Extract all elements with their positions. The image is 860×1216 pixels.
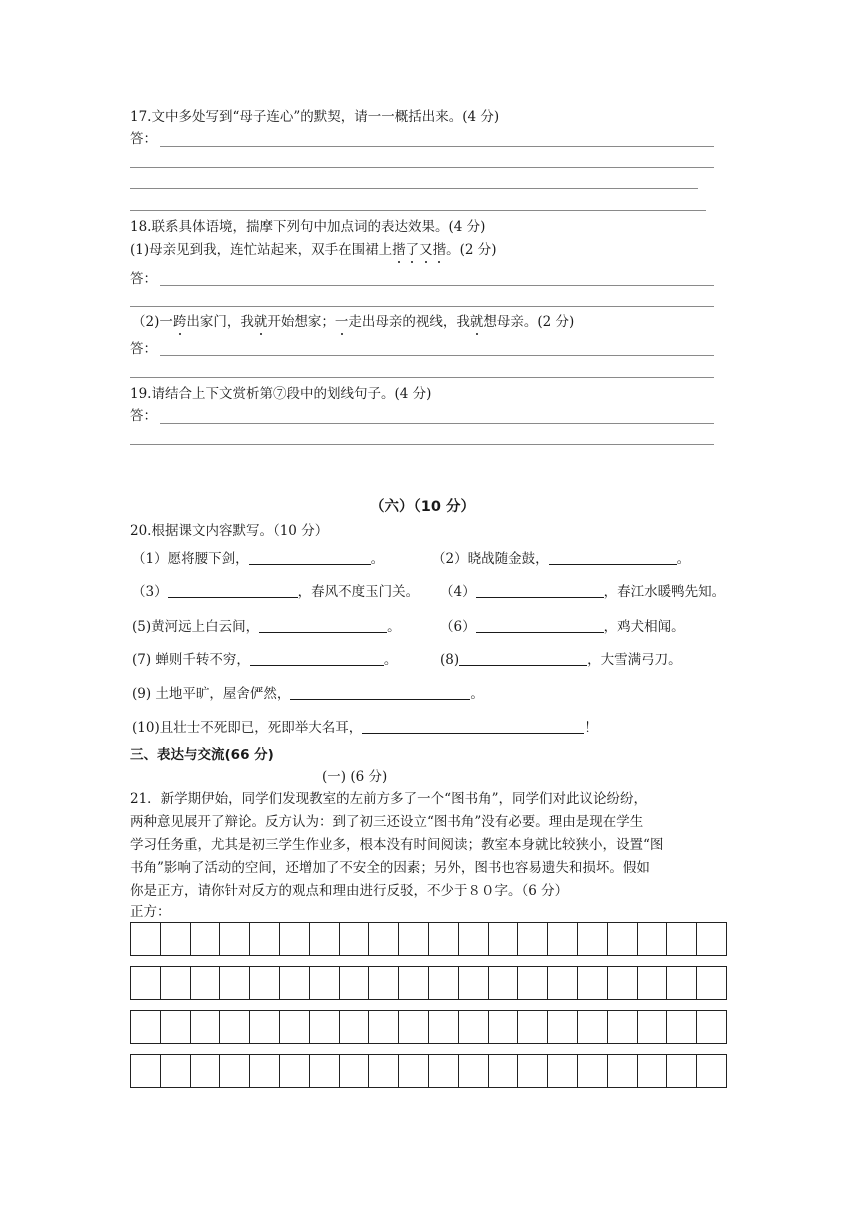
grid-cell[interactable] xyxy=(161,922,191,956)
grid-cell[interactable] xyxy=(191,1054,221,1088)
dotted-word: 揩 xyxy=(432,242,447,258)
q18-answer-label: 答： xyxy=(130,271,157,287)
grid-cell[interactable] xyxy=(608,1054,638,1088)
q21-line: 你是正方，请你针对反方的观点和理由进行反驳，不少于８０字。（6 分） xyxy=(130,883,569,899)
grid-cell[interactable] xyxy=(220,1010,250,1044)
q21-label: 正方： xyxy=(130,904,171,920)
q19-question: 19.请结合上下文赏析第⑦段中的划线句子。(4 分) xyxy=(130,386,432,402)
blank[interactable] xyxy=(290,685,470,700)
grid-cell[interactable] xyxy=(578,966,608,1000)
item-end: ！ xyxy=(584,720,598,736)
q18-sub2 xyxy=(132,313,574,331)
q20-item-2 xyxy=(432,550,690,568)
q21-line: 两种意见展开了辩论。反方认为：到了初三还设立“图书角”没有必要。理由是现在学生 xyxy=(130,814,644,830)
item-end: 。 xyxy=(383,652,398,668)
q17-answer-label: 答： xyxy=(130,131,157,147)
grid-cell[interactable] xyxy=(667,1054,697,1088)
grid-cell[interactable] xyxy=(548,922,578,956)
dotted-word: 跨 xyxy=(172,314,187,330)
grid-cell[interactable] xyxy=(340,966,370,1000)
grid-cell[interactable] xyxy=(548,966,578,1000)
item-text: (10)且壮士不死即已，死即举大名耳， xyxy=(132,720,363,736)
grid-cell[interactable] xyxy=(340,922,370,956)
q20-item-1 xyxy=(132,550,384,568)
blank[interactable] xyxy=(476,618,604,633)
item-text: ，春江水暖鸭先知。 xyxy=(603,584,726,600)
q20-item-10 xyxy=(132,719,598,737)
grid-cell[interactable] xyxy=(399,966,429,1000)
dotted-word: 就 xyxy=(253,314,268,330)
grid-cell[interactable] xyxy=(459,1010,489,1044)
grid-cell[interactable] xyxy=(667,1010,697,1044)
q18-sub2-text: 走出母亲的视线，我 xyxy=(348,314,470,330)
grid-cell[interactable] xyxy=(608,922,638,956)
item-text: (9) 土地平旷，屋舍俨然， xyxy=(132,686,291,702)
grid-cell[interactable] xyxy=(489,966,519,1000)
grid-cell[interactable] xyxy=(310,1054,340,1088)
q21-line: 学习任务重，尤其是初三学生作业多，根本没有时间阅读；教室本身就比较狭小，设置“图 xyxy=(130,837,664,853)
writing-grid-row[interactable] xyxy=(130,1054,727,1088)
part-three-subtitle: (一) (6 分) xyxy=(322,769,388,785)
blank[interactable] xyxy=(476,583,604,598)
grid-cell[interactable] xyxy=(638,1010,668,1044)
item-end: 。 xyxy=(470,686,484,702)
answer-line[interactable] xyxy=(130,444,714,445)
grid-cell[interactable] xyxy=(429,922,459,956)
grid-cell[interactable] xyxy=(369,966,399,1000)
grid-cell[interactable] xyxy=(310,1010,340,1044)
grid-cell[interactable] xyxy=(608,1010,638,1044)
item-text: （6） xyxy=(440,619,476,635)
grid-cell[interactable] xyxy=(518,1010,548,1044)
answer-line[interactable] xyxy=(130,377,714,378)
grid-cell[interactable] xyxy=(280,1054,310,1088)
q20-item-6 xyxy=(440,618,685,636)
q21-line: 21．新学期伊始，同学们发现教室的左前方多了一个“图书角”，同学们对此议论纷纷， xyxy=(130,791,647,807)
grid-cell[interactable] xyxy=(399,1010,429,1044)
answer-line[interactable] xyxy=(160,146,714,147)
grid-cell[interactable] xyxy=(638,922,668,956)
section-six-title: （六）（10 分） xyxy=(370,499,475,515)
q17-question: 17.文中多处写到“母子连心”的默契，请一一概括出来。(4 分) xyxy=(130,109,500,125)
grid-cell[interactable] xyxy=(697,922,727,956)
answer-line[interactable] xyxy=(160,423,714,424)
dotted-word: 了 xyxy=(405,242,420,258)
grid-cell[interactable] xyxy=(608,966,638,1000)
blank[interactable] xyxy=(250,651,384,666)
q20-item-4 xyxy=(440,583,725,601)
grid-cell[interactable] xyxy=(161,1010,191,1044)
grid-cell[interactable] xyxy=(250,1054,280,1088)
grid-cell[interactable] xyxy=(459,966,489,1000)
blank[interactable] xyxy=(168,583,298,598)
q18-sub1 xyxy=(130,241,497,259)
grid-cell[interactable] xyxy=(518,966,548,1000)
grid-cell[interactable] xyxy=(459,922,489,956)
q19-answer-label: 答： xyxy=(130,408,157,424)
grid-cell[interactable] xyxy=(250,966,280,1000)
grid-cell[interactable] xyxy=(697,966,727,1000)
grid-cell[interactable] xyxy=(131,1010,161,1044)
q20-question: 20.根据课文内容默写。（10 分） xyxy=(130,523,329,539)
grid-cell[interactable] xyxy=(280,966,310,1000)
grid-cell[interactable] xyxy=(548,1054,578,1088)
blank[interactable] xyxy=(549,550,677,565)
blank[interactable] xyxy=(459,651,587,666)
grid-cell[interactable] xyxy=(489,1010,519,1044)
grid-cell[interactable] xyxy=(369,922,399,956)
grid-cell[interactable] xyxy=(340,1010,370,1044)
grid-cell[interactable] xyxy=(340,1054,370,1088)
q18-sub1-score: 。(2 分) xyxy=(446,242,497,258)
q18-question: 18.联系具体语境，揣摩下列句中加点词的表达效果。(4 分) xyxy=(130,219,486,235)
answer-line[interactable] xyxy=(160,355,714,356)
item-text: （4） xyxy=(440,584,476,600)
grid-cell[interactable] xyxy=(578,1010,608,1044)
grid-cell[interactable] xyxy=(429,966,459,1000)
dotted-word: 就 xyxy=(469,314,484,330)
answer-line[interactable] xyxy=(130,210,706,211)
grid-cell[interactable] xyxy=(638,966,668,1000)
answer-line[interactable] xyxy=(130,167,714,168)
writing-grid-row[interactable] xyxy=(130,1010,727,1044)
item-text: （3） xyxy=(132,584,168,600)
q18-sub2-score: 想母亲。(2 分) xyxy=(483,314,575,330)
grid-cell[interactable] xyxy=(280,1010,310,1044)
grid-cell[interactable] xyxy=(191,1010,221,1044)
q20-item-5 xyxy=(132,618,401,636)
q18-sub2-text: 出家门，我 xyxy=(186,314,254,330)
grid-cell[interactable] xyxy=(667,922,697,956)
grid-cell[interactable] xyxy=(161,966,191,1000)
q21-line: 书角”影响了活动的空间，还增加了不安全的因素；另外，图书也容易遗失和损坏。假如 xyxy=(130,860,650,876)
item-text: (5)黄河远上白云间， xyxy=(132,619,260,635)
item-text: (8) xyxy=(440,652,460,668)
grid-cell[interactable] xyxy=(459,1054,489,1088)
grid-cell[interactable] xyxy=(518,1054,548,1088)
grid-cell[interactable] xyxy=(191,966,221,1000)
grid-cell[interactable] xyxy=(429,1054,459,1088)
dotted-word: 一 xyxy=(334,314,349,330)
grid-cell[interactable] xyxy=(429,1010,459,1044)
answer-line[interactable] xyxy=(130,306,714,307)
grid-cell[interactable] xyxy=(310,966,340,1000)
answer-line[interactable] xyxy=(160,285,714,286)
grid-cell[interactable] xyxy=(489,922,519,956)
q18-sub2-text: （2)一 xyxy=(132,314,173,330)
item-end: 。 xyxy=(370,551,385,567)
blank[interactable] xyxy=(259,618,387,633)
grid-cell[interactable] xyxy=(518,922,548,956)
item-text: ，春风不度玉门关。 xyxy=(297,584,420,600)
grid-cell[interactable] xyxy=(697,1054,727,1088)
grid-cell[interactable] xyxy=(489,1054,519,1088)
grid-cell[interactable] xyxy=(310,922,340,956)
q20-item-7 xyxy=(132,651,397,669)
grid-cell[interactable] xyxy=(250,922,280,956)
part-three-title: 三、表达与交流(66 分) xyxy=(130,747,274,763)
grid-cell[interactable] xyxy=(369,1010,399,1044)
grid-cell[interactable] xyxy=(161,1054,191,1088)
blank[interactable] xyxy=(362,719,584,734)
grid-cell[interactable] xyxy=(250,1010,280,1044)
grid-cell[interactable] xyxy=(667,966,697,1000)
grid-cell[interactable] xyxy=(548,1010,578,1044)
grid-cell[interactable] xyxy=(191,922,221,956)
item-end: 。 xyxy=(676,551,691,567)
dotted-word: 揩 xyxy=(392,242,406,258)
item-text: (7) 蝉则千转不穷， xyxy=(132,652,250,668)
grid-cell[interactable] xyxy=(578,1054,608,1088)
grid-cell[interactable] xyxy=(131,966,161,1000)
q18-sub2-text: 开始想家； xyxy=(267,314,335,330)
q20-item-3 xyxy=(132,583,419,601)
dotted-word: 又 xyxy=(419,242,433,258)
blank[interactable] xyxy=(249,550,371,565)
writing-grid-row[interactable] xyxy=(130,922,727,956)
grid-cell[interactable] xyxy=(220,922,250,956)
q20-item-8 xyxy=(440,651,682,669)
item-text: （2）晓战随金鼓， xyxy=(432,551,549,567)
item-text: （1）愿将腰下剑， xyxy=(132,551,249,567)
grid-cell[interactable] xyxy=(131,922,161,956)
grid-cell[interactable] xyxy=(280,922,310,956)
grid-cell[interactable] xyxy=(220,966,250,1000)
q18-sub1-text: (1)母亲见到我，连忙站起来，双手在围裙上 xyxy=(130,242,393,258)
grid-cell[interactable] xyxy=(578,922,608,956)
grid-cell[interactable] xyxy=(369,1054,399,1088)
grid-cell[interactable] xyxy=(697,1010,727,1044)
grid-cell[interactable] xyxy=(131,1054,161,1088)
item-text: ，鸡犬相闻。 xyxy=(603,619,685,635)
grid-cell[interactable] xyxy=(638,1054,668,1088)
q20-item-9 xyxy=(132,685,484,703)
grid-cell[interactable] xyxy=(399,1054,429,1088)
q18-answer-label-2: 答： xyxy=(130,341,157,357)
item-end: 。 xyxy=(387,619,401,635)
item-text: ，大雪满弓刀。 xyxy=(587,652,682,668)
answer-line[interactable] xyxy=(130,188,698,189)
grid-cell[interactable] xyxy=(220,1054,250,1088)
writing-grid-row[interactable] xyxy=(130,966,727,1000)
grid-cell[interactable] xyxy=(399,922,429,956)
